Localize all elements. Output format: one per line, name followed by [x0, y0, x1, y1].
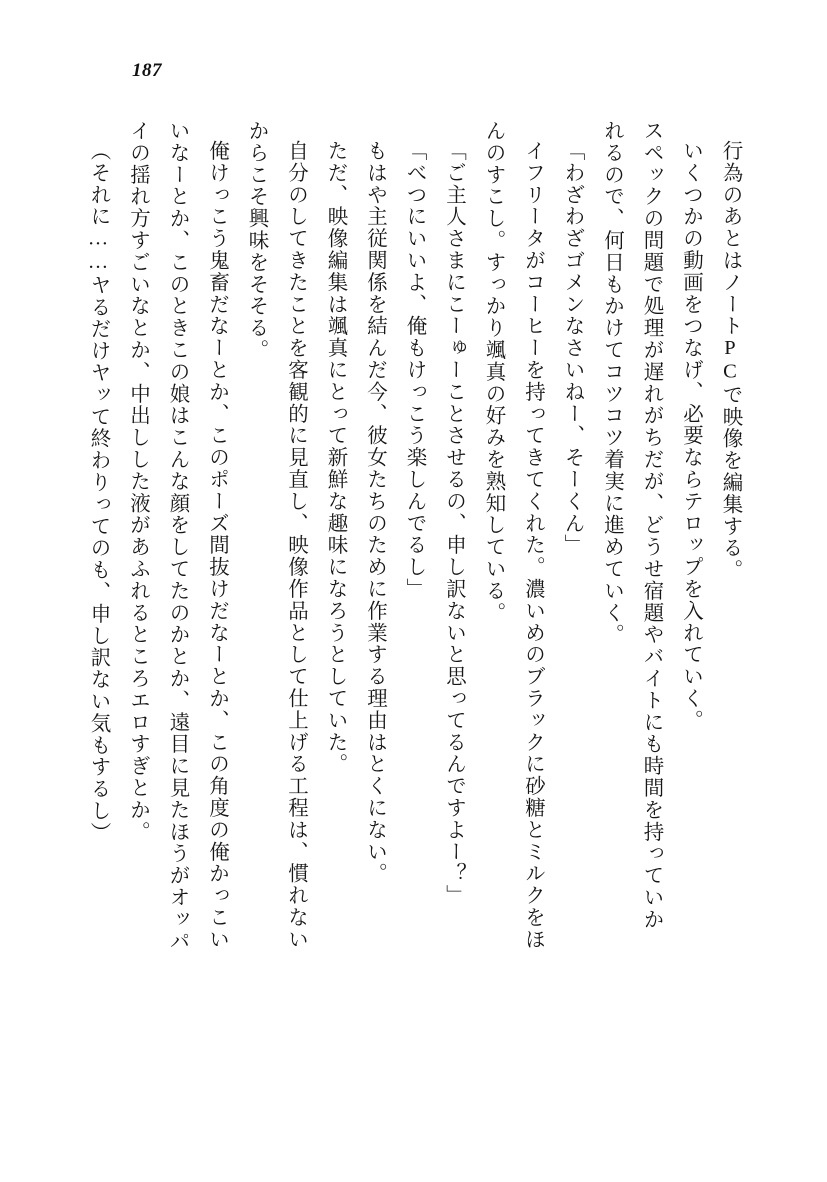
- text-line: んのすこし。すっかり颯真の好みを熟知している。: [482, 120, 504, 624]
- text-line: ただ、映像編集は颯真にとって新鮮な趣味になろうとしていた。: [324, 140, 346, 776]
- body-text: [59, 120, 749, 1080]
- text-line: れるので、何日もかけてコツコツ着実に進めていく。: [600, 120, 623, 646]
- text-line: 行為のあとはノートPCで映像を編集する。: [719, 140, 741, 581]
- text-line: スペックの問題で処理が遅れがちだが、どうせ宿題やバイトにも時間を持っていか: [640, 120, 662, 931]
- text-line: イの揺れ方すごいなとか、中出しした液があふれるところエロすぎとか。: [126, 120, 149, 843]
- text-line: イフリータがコーヒーを持ってきてくれた。濃いめのブラックに砂糖とミルクをほ: [521, 140, 544, 951]
- page-number: 187: [132, 60, 162, 81]
- text-line: からこそ興味をそそる。: [245, 120, 267, 361]
- text-line: （それに……ヤるだけヤッて終わりってのも、申し訳ない気もするし）: [87, 140, 109, 844]
- text-line: 「ご主人さまにこーゅーことさせるの、申し訳ないと思ってるんですよー？」: [442, 140, 465, 907]
- text-line: 「わざわざゴメンなさいねー、そーくん」: [561, 140, 583, 557]
- text-line: いくつかの動画をつなげ、必要ならテロップを入れていく。: [679, 140, 702, 732]
- text-line: 自分のしてきたことを客観的に見直し、映像作品として仕上げる工程は、慣れない: [284, 140, 307, 951]
- text-line: 俺けっこう鬼畜だなーとか、このポーズ間抜けだなーとか、この角度の俺かっこい: [205, 140, 228, 951]
- text-line: 「べつにいいよ、俺もけっこう楽しんでるし」: [403, 140, 425, 600]
- text-line: もはや主従関係を結んだ今、彼女たちのために作業する理由はとくにない。: [363, 140, 386, 885]
- text-line: いなーとか、このときこの娘はこんな顔をしてたのかとか、遠目に見たほうがオッパ: [166, 120, 188, 953]
